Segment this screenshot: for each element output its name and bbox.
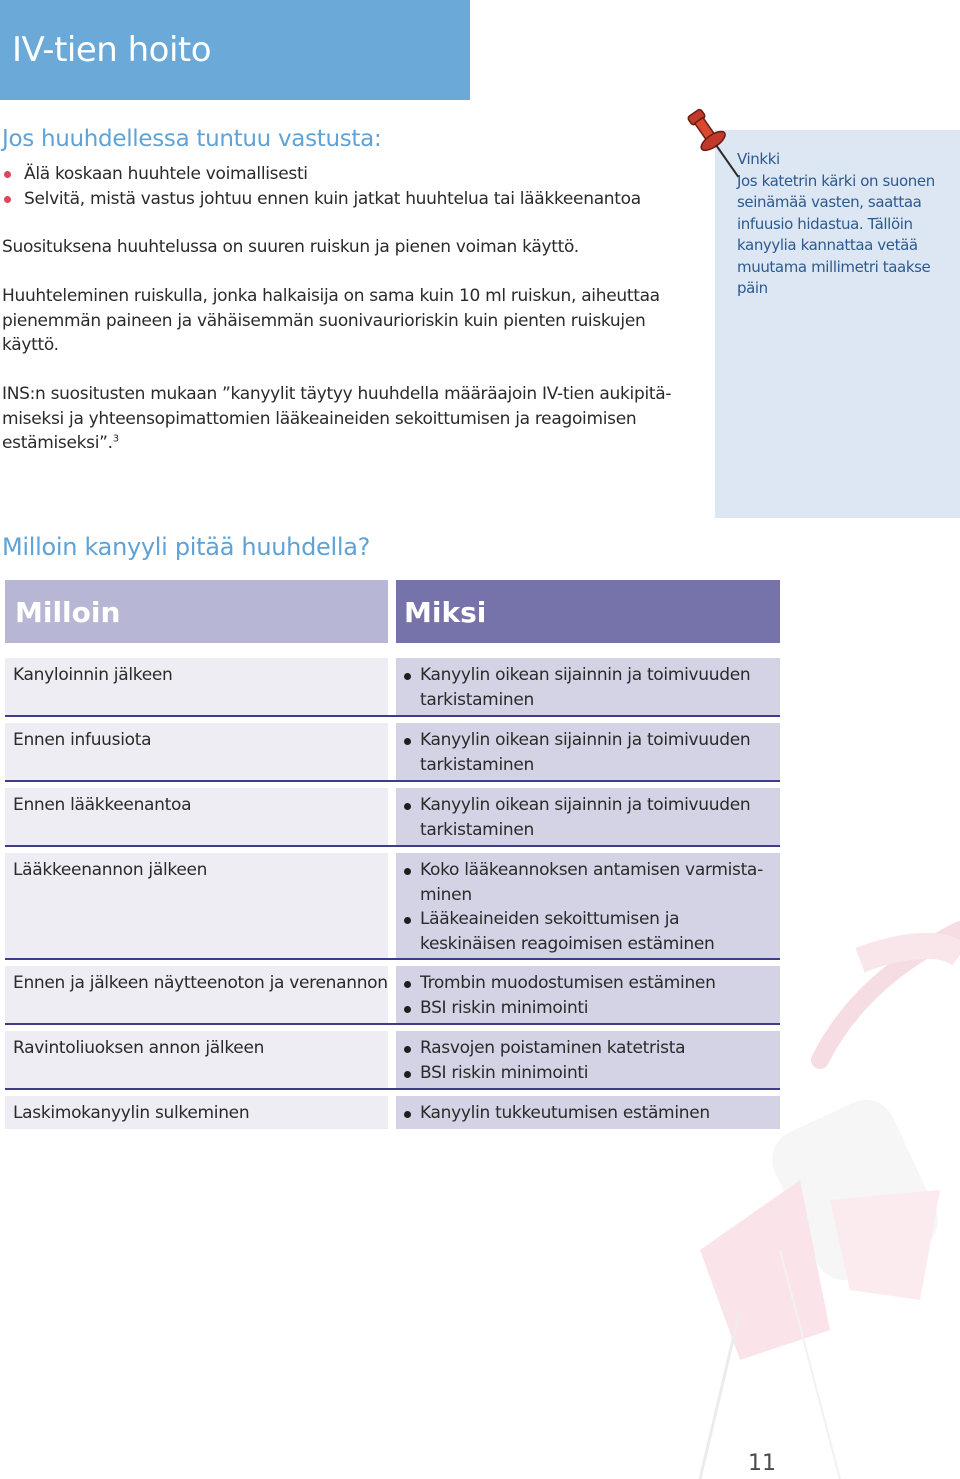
why-cell (396, 658, 780, 715)
bullet-dot (404, 803, 411, 810)
why-item (402, 907, 780, 956)
paragraph-recommendation: Suosituksena huuhtelussa on suuren ruiskun ja pienen voiman käyttö. (2, 237, 579, 257)
bullet-dot (404, 1071, 411, 1078)
bullet-dot (404, 738, 411, 745)
table-row (0, 788, 780, 845)
why-cell (396, 1031, 780, 1088)
why-text: Kanyylin oikean sijainnin ja toimivuuden tarkistaminen (420, 730, 751, 775)
paragraph-ins (2, 382, 702, 456)
column-header-when: Milloin (5, 580, 388, 643)
bullet-dot (404, 1046, 411, 1053)
why-cell (396, 788, 780, 845)
tip-text: Jos katetrin kärki on suonen seinämää vasten, saattaa infuusio hidastua. Tällöin kanyylia kannattaa vetää muutama millimetri taakse päin (737, 171, 935, 297)
why-item (402, 1061, 780, 1086)
flush-table-heading: Milloin kanyyli pitää huuhdella? (2, 533, 371, 561)
why-text: Rasvojen poistaminen katetrista (420, 1038, 686, 1058)
row-separator (5, 1088, 780, 1090)
why-cell (396, 853, 780, 958)
when-cell: Ravintoliuoksen annon jälkeen (5, 1031, 388, 1088)
when-cell: Lääkkeenannon jälkeen (5, 853, 388, 958)
bullet-dot (404, 868, 411, 875)
bullet-item: Selvitä, mistä vastus johtuu ennen kuin jatkat huuhtelua tai lääkkeenantoa (2, 187, 641, 212)
why-item (402, 1036, 780, 1061)
when-cell: Laskimokanyylin sulkeminen (5, 1096, 388, 1129)
bullet-item: Älä koskaan huuhtele voimallisesti (2, 162, 641, 187)
why-item (402, 996, 780, 1021)
why-text: Koko lääkeannoksen antamisen varmistaminen (420, 860, 764, 905)
page-number: 11 (748, 1451, 776, 1476)
why-item (402, 728, 780, 777)
bullet-dot (404, 981, 411, 988)
row-separator (5, 1023, 780, 1025)
why-item (402, 858, 780, 907)
why-cell (396, 723, 780, 780)
why-cell (396, 1096, 780, 1129)
page-title: IV-tien hoito (12, 30, 212, 70)
when-cell: Ennen ja jälkeen näytteenoton ja verenannon (5, 966, 388, 1023)
tip-content (737, 149, 952, 300)
table-row (0, 1031, 780, 1088)
row-separator (5, 715, 780, 717)
reference-marker: 3 (112, 433, 119, 445)
table-row (0, 723, 780, 780)
column-header-why: Miksi (396, 580, 780, 643)
why-text: Kanyylin oikean sijainnin ja toimivuuden tarkistaminen (420, 795, 751, 840)
title-banner (0, 0, 470, 100)
row-separator (5, 958, 780, 960)
when-cell: Ennen lääkkeenantoa (5, 788, 388, 845)
tip-label: Vinkki (737, 150, 780, 168)
why-text: Trombin muodostumisen estäminen (420, 973, 716, 993)
why-cell (396, 966, 780, 1023)
why-item (402, 1101, 780, 1126)
why-text: Kanyylin tukkeutumisen estäminen (420, 1103, 710, 1123)
table-row (0, 1096, 780, 1129)
table-row (0, 658, 780, 715)
when-cell: Ennen infuusiota (5, 723, 388, 780)
table-row (0, 966, 780, 1023)
bullet-dot (404, 1111, 411, 1118)
why-item (402, 971, 780, 996)
why-text: BSI riskin minimointi (420, 1062, 589, 1083)
resistance-bullets (2, 162, 641, 212)
bullet-dot (404, 673, 411, 680)
why-text: Kanyylin oikean sijainnin ja toimivuuden tarkistaminen (420, 665, 751, 710)
row-separator (5, 845, 780, 847)
why-item (402, 663, 780, 712)
paragraph-syringe: Huuhteleminen ruiskulla, jonka halkaisija on sama kuin 10 ml ruiskun, aiheuttaa pienemmän paineen ja vähäisemmän suonivaurioriskin kuin pienten ruiskujen käyttö. (2, 286, 660, 355)
bullet-dot (404, 1006, 411, 1013)
why-item (402, 793, 780, 842)
when-cell: Kanyloinnin jälkeen (5, 658, 388, 715)
why-text: Lääkeaineiden sekoittumisen ja keskinäisen reagoimisen estäminen (420, 909, 715, 954)
row-separator (5, 780, 780, 782)
paragraph-ins-text: INS:n suositusten mukaan ”kanyylit täytyy huuhdella määräajoin IV-tien aukipitämiseksi ja yhteensopimattomien lääkeaineiden sekoittumisen ja reagoimisen estämiseksi”. (2, 384, 672, 453)
table-row (0, 853, 780, 958)
why-text: BSI riskin minimointi (420, 997, 589, 1018)
resistance-heading: Jos huuhdellessa tuntuu vastusta: (2, 126, 382, 152)
bullet-dot (404, 917, 411, 924)
